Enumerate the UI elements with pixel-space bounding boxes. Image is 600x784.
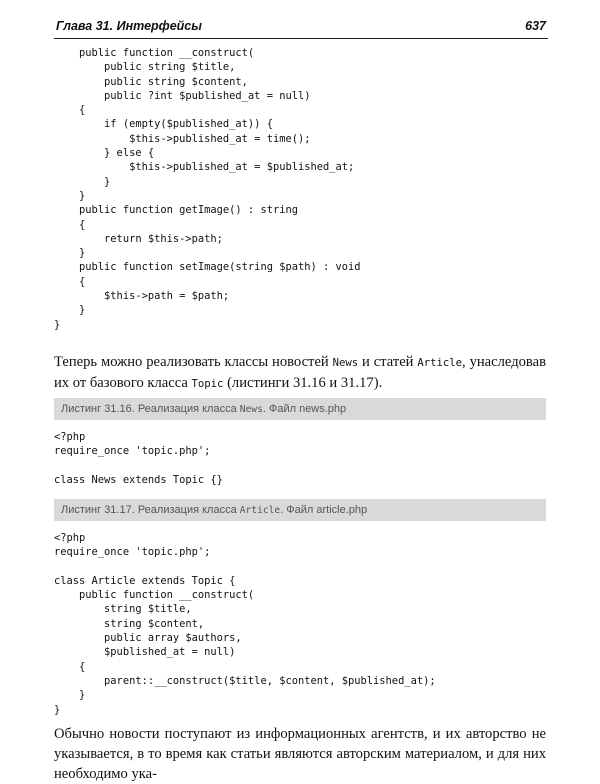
paragraph-text: , унаследовав их от базового класса <box>54 354 546 391</box>
paragraph-intro-listings <box>54 352 546 394</box>
listing-class-name: Article <box>239 505 281 516</box>
chapter-title: Глава 31. Интерфейсы <box>56 19 202 33</box>
listing-caption-31-16 <box>54 398 546 420</box>
listing-caption-file: . Файл news.php <box>262 403 347 415</box>
paragraph-text: и статей <box>358 354 418 370</box>
listing-caption-text: Листинг 31.17. Реализация класса <box>61 504 240 516</box>
listing-caption-31-17 <box>54 499 546 521</box>
running-header <box>54 16 548 39</box>
inline-code: Topic <box>191 378 224 390</box>
code-listing-31-17: <?php require_once 'topic.php'; class Article extends Topic { public function __construct( string $title, string $content, public array $authors, $published_at = null) { parent::__construct($title, $content, $published_at); } } <box>54 532 436 716</box>
listing-caption-file: . Файл article.php <box>280 504 368 516</box>
page-number: 637 <box>525 19 546 33</box>
code-block-topic-class: public function __construct( public string $title, public string $content, public ?int $published_at = null) { if (empty($published_at)) { $this->published_at = time(); } else { $this->published_at = $published_at; } } public function getImage() : string { return $this->path; } public function setImage(string $path) : void { $this->path = $path; } } <box>54 47 361 331</box>
code-listing-31-16: <?php require_once 'topic.php'; class News extends Topic {} <box>54 431 223 486</box>
paragraph-text: Теперь можно реализовать классы новостей <box>54 354 333 370</box>
inline-code: Article <box>417 357 463 369</box>
listing-caption-text: Листинг 31.16. Реализация класса <box>61 403 240 415</box>
paragraph-news-articles: Обычно новости поступают из информационных агентств, и их авторство не указывается, в то время как статьи являются авторским материалом, и для них необходимо ука- <box>54 726 546 782</box>
listing-class-name: News <box>239 404 263 415</box>
paragraph-text: (листинги 31.16 и 31.17). <box>223 375 383 391</box>
inline-code: News <box>332 357 359 369</box>
